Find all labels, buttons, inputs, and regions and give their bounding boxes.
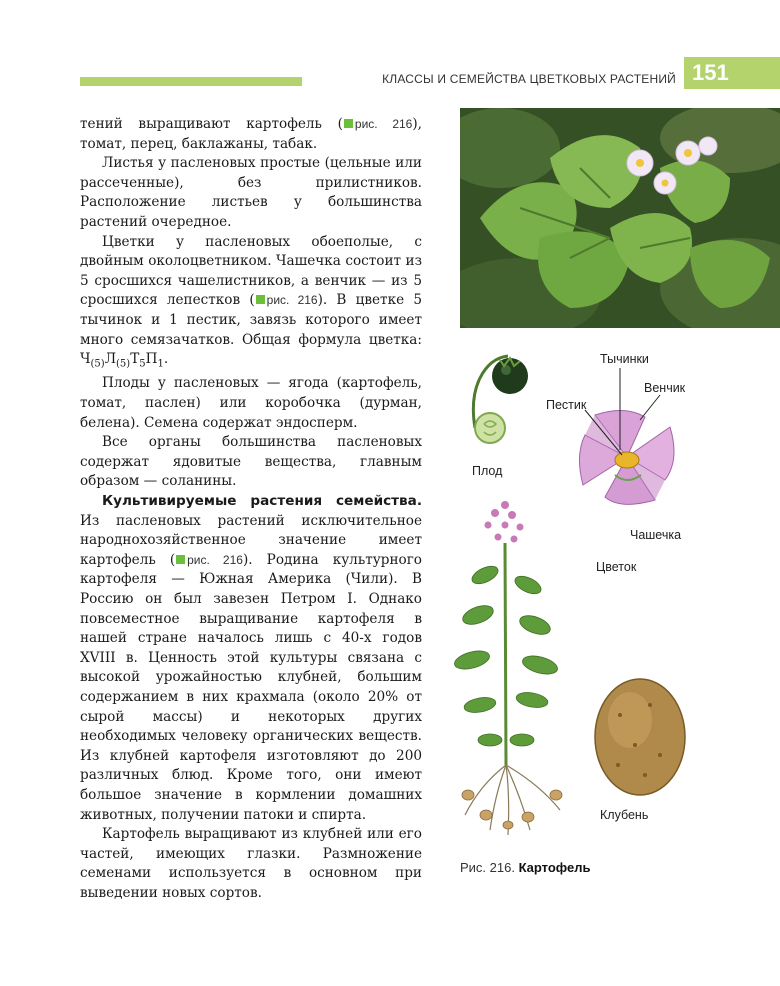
whole-plant-illustration bbox=[450, 495, 580, 840]
paragraph: тений выращивают картофель ( рис. 216), томат, перец, баклажаны, табак. bbox=[80, 116, 422, 152]
paragraph: Все органы большинства пасленовых содержат ядовитые вещества, главным образом — соланины. bbox=[80, 434, 422, 490]
paragraph: Картофель выращивают из клубней или его частей, имеющих глазки. Размножение семенами используется в основном при выведении новых сортов. bbox=[80, 826, 422, 901]
figure-ref-square-icon bbox=[344, 119, 353, 128]
figure-ref-square-icon bbox=[256, 295, 265, 304]
label-stamens: Тычинки bbox=[600, 352, 649, 366]
paragraph: Культивируемые растения семейства. Из пасленовых растений исключительное народнохозяйственное значение имеет картофель ( рис. 216). Родина культурного картофеля — Южная Америка (Чили). В Россию он был завезен Петром I. Однако повсеместное выращивание картофеля в нашей стране началось лишь с 40-х годов XVIII в. Ценность этой культуры связана с высокой урожайностью клубней, большим содержанием в них крахмала (около 20% от сырой массы) и некоторых других необходимых человеку органических веществ. Из клубней картофеля изготовляют до 200 различных блюд. Кроме того, они имеют большое значение в кормлении домашних животных, получении патоки и спирта. bbox=[80, 493, 422, 823]
figure-ref[interactable]: рис. 216 bbox=[354, 117, 413, 131]
paragraph: Плоды у пасленовых — ягода (картофель, томат, паслен) или коробочка (дурман, белена). Семена содержат эндосперм. bbox=[80, 375, 422, 431]
text-column bbox=[80, 115, 422, 903]
figure-ref[interactable]: рис. 216 bbox=[187, 552, 243, 567]
page-number: 151 bbox=[684, 57, 780, 89]
paragraph: Цветки у пасленовых обоеполые, с двойным околоцветником. Чашечка состоит из 5 сросшихся чашелистников, а венчик — из 5 сросшихся лепестков ( рис. 216). В цветке 5 тычинок и 1 пестик, завязь которого имеет много семязачатков. Общая формула цветка: $Ч_{(5)}Л_{(5)}Т_5П_1$. bbox=[80, 233, 422, 370]
paragraph: Листья у пасленовых простые (цельные или рассеченные), без прилистников. Расположение листьев у большинства растений очередное. bbox=[80, 155, 422, 230]
label-calyx: Чашечка bbox=[630, 528, 682, 542]
figure-caption: Рис. 216. Картофель bbox=[460, 860, 591, 875]
section-title: КЛАССЫ И СЕМЕЙСТВА ЦВЕТКОВЫХ РАСТЕНИЙ bbox=[382, 72, 676, 86]
label-pistil: Пестик bbox=[546, 398, 587, 412]
fruit-illustration bbox=[460, 348, 530, 458]
potato-plant-photo bbox=[460, 108, 780, 328]
flower-formula: $Ч_{(5)}Л_{(5)}Т_5П_1$. bbox=[80, 351, 169, 370]
label-fruit: Плод bbox=[472, 464, 503, 478]
figure-ref-square-icon bbox=[176, 555, 185, 564]
tuber-illustration bbox=[590, 675, 690, 800]
label-flower: Цветок bbox=[596, 560, 637, 574]
label-corolla: Венчик bbox=[644, 381, 686, 395]
figure-ref[interactable]: рис. 216 bbox=[266, 293, 318, 308]
subheading: Культивируемые растения семейства. bbox=[102, 493, 422, 509]
header-accent-bar bbox=[80, 77, 302, 86]
label-tuber: Клубень bbox=[600, 808, 649, 822]
